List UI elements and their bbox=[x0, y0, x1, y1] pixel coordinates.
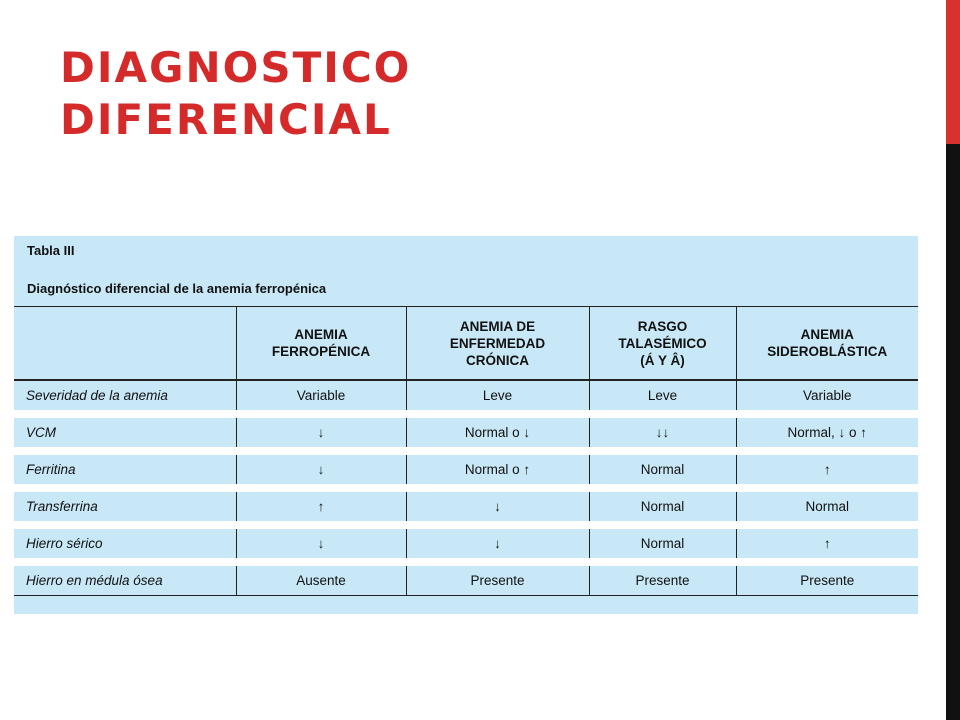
column-header-line: ANEMIA bbox=[800, 327, 854, 342]
column-header-line: (Á Y Â) bbox=[640, 352, 685, 368]
table-cell: Normal o ↓ bbox=[406, 414, 589, 451]
title-line-1: DIAGNOSTICO bbox=[60, 43, 412, 92]
column-header-line: ANEMIA DE bbox=[459, 318, 536, 334]
table-body bbox=[14, 380, 918, 596]
row-label: Severidad de la anemia bbox=[14, 380, 236, 414]
table-cell: ↑ bbox=[736, 525, 918, 562]
table-row bbox=[14, 414, 918, 451]
table-header-row bbox=[14, 307, 918, 381]
table-cell: ↓ bbox=[236, 414, 406, 451]
table-cell: Normal bbox=[736, 488, 918, 525]
column-header-line: CRÓNICA bbox=[466, 352, 529, 368]
column-header bbox=[406, 307, 589, 381]
row-label: Hierro sérico bbox=[14, 525, 236, 562]
table-cell: Leve bbox=[589, 380, 736, 414]
table-cell: ↓ bbox=[236, 451, 406, 488]
table-cell: Ausente bbox=[236, 562, 406, 596]
table-cell: Normal bbox=[589, 451, 736, 488]
row-label: VCM bbox=[14, 414, 236, 451]
column-header-line: TALASÉMICO bbox=[618, 335, 707, 351]
table-row bbox=[14, 562, 918, 596]
table-cell: Normal bbox=[589, 488, 736, 525]
accent-bar-red bbox=[946, 0, 960, 144]
table-caption: Diagnóstico diferencial de la anemia ferropénica bbox=[27, 281, 327, 296]
table-label: Tabla III bbox=[27, 243, 75, 258]
column-header bbox=[736, 307, 918, 381]
table-cell: Normal bbox=[589, 525, 736, 562]
table-cell: Variable bbox=[736, 380, 918, 414]
column-header bbox=[589, 307, 736, 381]
table-cell: ↓ bbox=[406, 488, 589, 525]
row-label: Transferrina bbox=[14, 488, 236, 525]
table-cell: ↑ bbox=[736, 451, 918, 488]
row-label: Ferritina bbox=[14, 451, 236, 488]
table-row bbox=[14, 380, 918, 414]
table-cell: ↓ bbox=[406, 525, 589, 562]
column-header-line: ENFERMEDAD bbox=[449, 335, 546, 351]
table-cell: Normal o ↑ bbox=[406, 451, 589, 488]
table-cell: Presente bbox=[406, 562, 589, 596]
column-header-line: ANEMIA bbox=[294, 327, 348, 342]
table-cell: ↓↓ bbox=[589, 414, 736, 451]
table-cell: Presente bbox=[589, 562, 736, 596]
table-cell: ↑ bbox=[236, 488, 406, 525]
table-cell: Presente bbox=[736, 562, 918, 596]
table-row bbox=[14, 451, 918, 488]
table-cell: ↓ bbox=[236, 525, 406, 562]
slide-title bbox=[60, 42, 411, 146]
table-cell: Normal, ↓ o ↑ bbox=[736, 414, 918, 451]
column-header bbox=[236, 307, 406, 381]
differential-table-panel bbox=[14, 236, 918, 614]
accent-bar-black bbox=[946, 144, 960, 720]
differential-table bbox=[14, 306, 918, 596]
table-row bbox=[14, 488, 918, 525]
row-label: Hierro en médula ósea bbox=[14, 562, 236, 596]
table-row bbox=[14, 525, 918, 562]
title-line-2: DIFERENCIAL bbox=[60, 95, 392, 144]
header-empty-cell bbox=[14, 307, 236, 381]
table-cell: Variable bbox=[236, 380, 406, 414]
column-header-line: FERROPÉNICA bbox=[271, 344, 371, 359]
column-header-line: RASGO bbox=[637, 318, 688, 334]
column-header-line: SIDEROBLÁSTICA bbox=[767, 344, 888, 359]
table-cell: Leve bbox=[406, 380, 589, 414]
